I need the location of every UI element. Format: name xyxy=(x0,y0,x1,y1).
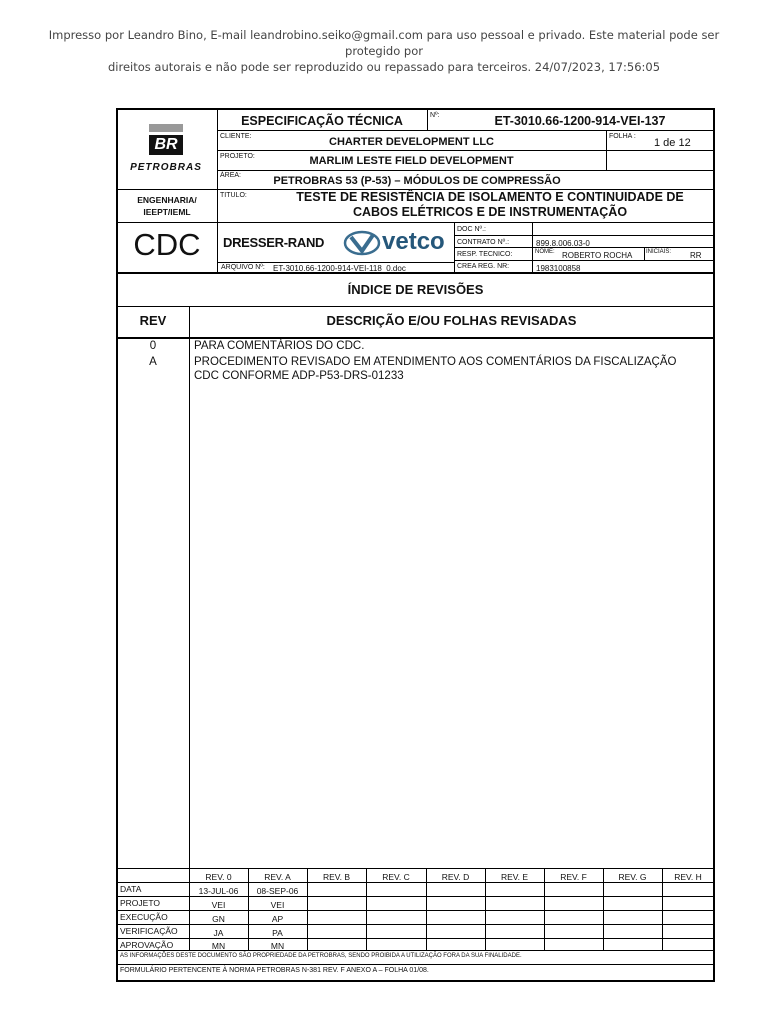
rev-column-0: REV. 0 xyxy=(205,872,232,882)
department-line-2: IEEPT/IEML xyxy=(143,207,191,217)
department-line-1: ENGENHARIA/ xyxy=(137,195,197,205)
folha-label: FOLHA : xyxy=(609,133,636,140)
folha-value: 1 de 12 xyxy=(654,137,691,149)
rev-column-d: REV. D xyxy=(441,872,470,882)
rev-column-h: REV. H xyxy=(674,872,702,882)
table-cell: AP xyxy=(271,914,284,924)
cdc-logo: CDC xyxy=(133,227,201,262)
name-value: ROBERTO ROCHA xyxy=(562,251,633,260)
revision-row-description-cont: CDC CONFORME ADP-P53-DRS-01233 xyxy=(194,370,404,382)
row-label-data: DATA xyxy=(120,884,142,894)
document-title-line-1: TESTE DE RESISTÊNCIA DE ISOLAMENTO E CONTINUIDADE DE xyxy=(296,190,684,204)
name-label: NOME: xyxy=(535,249,555,255)
number-label: Nº: xyxy=(430,112,440,119)
doc-type-title: ESPECIFICAÇÃO TÉCNICA xyxy=(241,114,403,128)
arquivo-value: ET-3010.66-1200-914-VEI-118_0.doc xyxy=(273,264,406,273)
revision-index-title: ÍNDICE DE REVISÕES xyxy=(347,282,484,297)
br-logo-box xyxy=(149,135,183,155)
revision-row-description: PARA COMENTÁRIOS DO CDC. xyxy=(194,340,365,352)
br-logo-mark xyxy=(149,124,183,132)
crea-label: CREA REG. NR: xyxy=(457,263,510,270)
rev-column-g: REV. G xyxy=(618,872,647,882)
table-cell: 13-JUL-06 xyxy=(198,886,239,896)
row-label-projeto: PROJETO xyxy=(120,898,160,908)
project-value: MARLIM LESTE FIELD DEVELOPMENT xyxy=(309,155,514,167)
petrobras-logo xyxy=(130,122,220,182)
revision-row-description: PROCEDIMENTO REVISADO EM ATENDIMENTO AOS COMENTÁRIOS DA FISCALIZAÇÃO xyxy=(194,356,677,368)
rev-column-e: REV. E xyxy=(500,872,529,882)
contract-value: 899.8.006.03-0 xyxy=(536,239,590,248)
row-label-execucao: EXECUÇÃO xyxy=(120,912,168,922)
crea-value: 1983100858 xyxy=(536,264,581,273)
initials-label: INICIAIS: xyxy=(646,249,672,255)
table-cell: VEI xyxy=(270,900,285,910)
row-label-aprovacao: APROVAÇÃO xyxy=(120,940,174,950)
watermark-line-2: direitos autorais e não pode ser reproduzido ou repassado para terceiros. 24/07/2023, 17:56:05 xyxy=(107,60,661,74)
description-column-header: DESCRIÇÃO E/OU FOLHAS REVISADAS xyxy=(326,313,577,328)
rev-column-f: REV. F xyxy=(560,872,587,882)
arquivo-label: ARQUIVO Nº: xyxy=(221,264,265,271)
rev-column-header: REV xyxy=(139,313,167,328)
print-watermark xyxy=(20,27,748,75)
client-value: CHARTER DEVELOPMENT LLC xyxy=(329,136,494,148)
vetco-logo-icon xyxy=(343,229,381,257)
initials-value: RR xyxy=(690,251,702,260)
form-reference: FORMULÁRIO PERTENCENTE À NORMA PETROBRAS N-381 REV. F ANEXO A – FOLHA 01/08. xyxy=(120,967,429,974)
row-label-verificacao: VERIFICAÇÃO xyxy=(120,926,178,936)
table-cell: MN xyxy=(270,941,285,951)
revision-row-code: 0 xyxy=(149,340,157,352)
title-label: TITULO: xyxy=(220,192,247,199)
document-title xyxy=(260,190,720,220)
rev-column-a: REV. A xyxy=(264,872,291,882)
area-value: PETROBRAS 53 (P-53) – MÓDULOS DE COMPRESSÃO xyxy=(273,175,561,187)
project-label: PROJETO: xyxy=(220,153,255,160)
table-cell: PA xyxy=(272,928,283,938)
property-notice: AS INFORMAÇÕES DESTE DOCUMENTO SÃO PROPRIEDADE DA PETROBRAS, SENDO PROIBIDA A UTILIZAÇÃO FORA DA SUA FINALIDADE. xyxy=(120,953,522,959)
table-cell: VEI xyxy=(211,900,226,910)
petrobras-wordmark: PETROBRAS xyxy=(130,162,202,173)
table-cell: JA xyxy=(213,928,224,938)
revision-row-code: A xyxy=(149,356,157,368)
dresser-rand-logo: DRESSER-RAND xyxy=(223,235,325,250)
watermark-line-1: Impresso por Leandro Bino, E-mail leandrobino.seiko@gmail.com para uso pessoal e privado. Este material pode ser protegido por xyxy=(48,28,720,58)
document-title-line-2: CABOS ELÉTRICOS E DE INSTRUMENTAÇÃO xyxy=(352,205,628,219)
doc-number-label: DOC Nº.: xyxy=(457,226,487,233)
rev-column-c: REV. C xyxy=(382,872,410,882)
department xyxy=(117,194,217,218)
table-cell: 08-SEP-06 xyxy=(256,886,299,896)
document-number: ET-3010.66-1200-914-VEI-137 xyxy=(494,114,666,128)
table-cell: GN xyxy=(212,914,225,924)
resp-tecnico-label: RESP. TECNICO: xyxy=(457,251,513,258)
contract-label: CONTRATO Nº.: xyxy=(457,239,510,246)
vetco-logo-text: vetco xyxy=(382,228,445,255)
br-logo-text: BR xyxy=(154,136,178,153)
rev-column-b: REV. B xyxy=(322,872,351,882)
table-cell: MN xyxy=(211,941,226,951)
client-label: CLIENTE: xyxy=(220,133,252,140)
area-label: ÁREA: xyxy=(220,172,242,179)
